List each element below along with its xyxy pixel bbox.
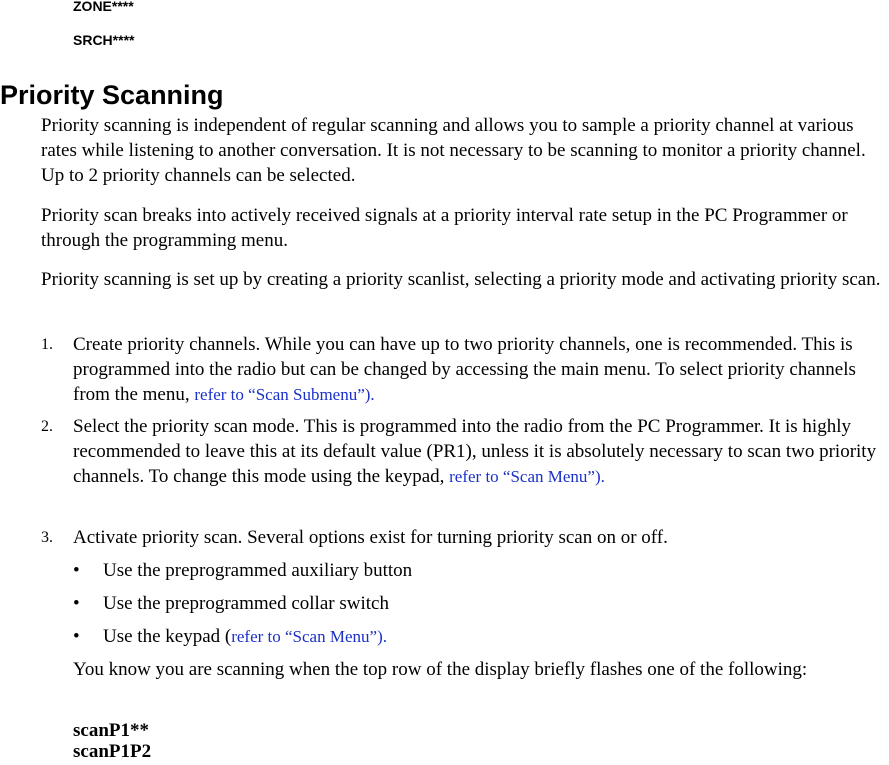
scan-menu-link-2[interactable]: refer to “Scan Menu”). [231, 627, 387, 646]
bullet-text: Use the keypad ( [103, 626, 232, 647]
bullet-collar-switch [103, 591, 389, 616]
display-code-zone: ZONE**** [73, 0, 134, 14]
step-1 [73, 332, 889, 407]
interval-paragraph: Priority scan breaks into actively received signals at a priority interval rate setup in the PC Programmer or through the programming menu. [41, 205, 848, 251]
bullet-keypad [103, 624, 387, 649]
intro-paragraph: Priority scanning is independent of regular scanning and allows you to sample a priority channel at various rates while listening to another conversation. It is not necessary to be scanning to monitor a priority channel. Up to 2 priority channels can be selected. [41, 115, 866, 186]
display-code-scanp1: scanP1** [73, 720, 149, 741]
scan-menu-link[interactable]: refer to “Scan Menu”). [449, 467, 605, 486]
setup-paragraph: Priority scanning is set up by creating a priority scanlist, selecting a priority mode and activating priority scan. [41, 269, 881, 290]
step-3-text: Activate priority scan. Several options exist for turning priority scan on or off. [73, 527, 668, 548]
bullet-marker: • [73, 560, 80, 581]
section-heading: Priority Scanning [0, 80, 224, 110]
display-code-scanp1p2: scanP1P2 [73, 741, 152, 762]
step-2 [73, 414, 889, 489]
step-1-text: Create priority channels. While you can have up to two priority channels, one is recommended. This is programmed into the radio but can be changed by accessing the main menu. To select priority channels from the menu, [73, 334, 856, 405]
display-code-srch: SRCH**** [73, 32, 135, 48]
bullet-marker: • [73, 593, 80, 614]
bullet-text: Use the preprogrammed collar switch [103, 593, 389, 614]
bullet-auxiliary-button [103, 558, 412, 583]
step-number-1: 1. [41, 336, 53, 353]
step-number-3: 3. [41, 529, 53, 546]
step-3 [73, 525, 889, 550]
bullet-marker: • [73, 626, 80, 647]
bullet-text: Use the preprogrammed auxiliary button [103, 560, 413, 581]
closing-paragraph: You know you are scanning when the top row of the display briefly flashes one of the following: [73, 659, 808, 680]
step-number-2: 2. [41, 418, 53, 435]
scan-submenu-link[interactable]: refer to “Scan Submenu”). [194, 385, 375, 404]
step-2-text: Select the priority scan mode. This is programmed into the radio from the PC Programmer. It is highly recommended to leave this at its default value (PR1), unless it is absolutely necessary to scan two priority channels. To change this mode using the keypad, [73, 416, 877, 487]
